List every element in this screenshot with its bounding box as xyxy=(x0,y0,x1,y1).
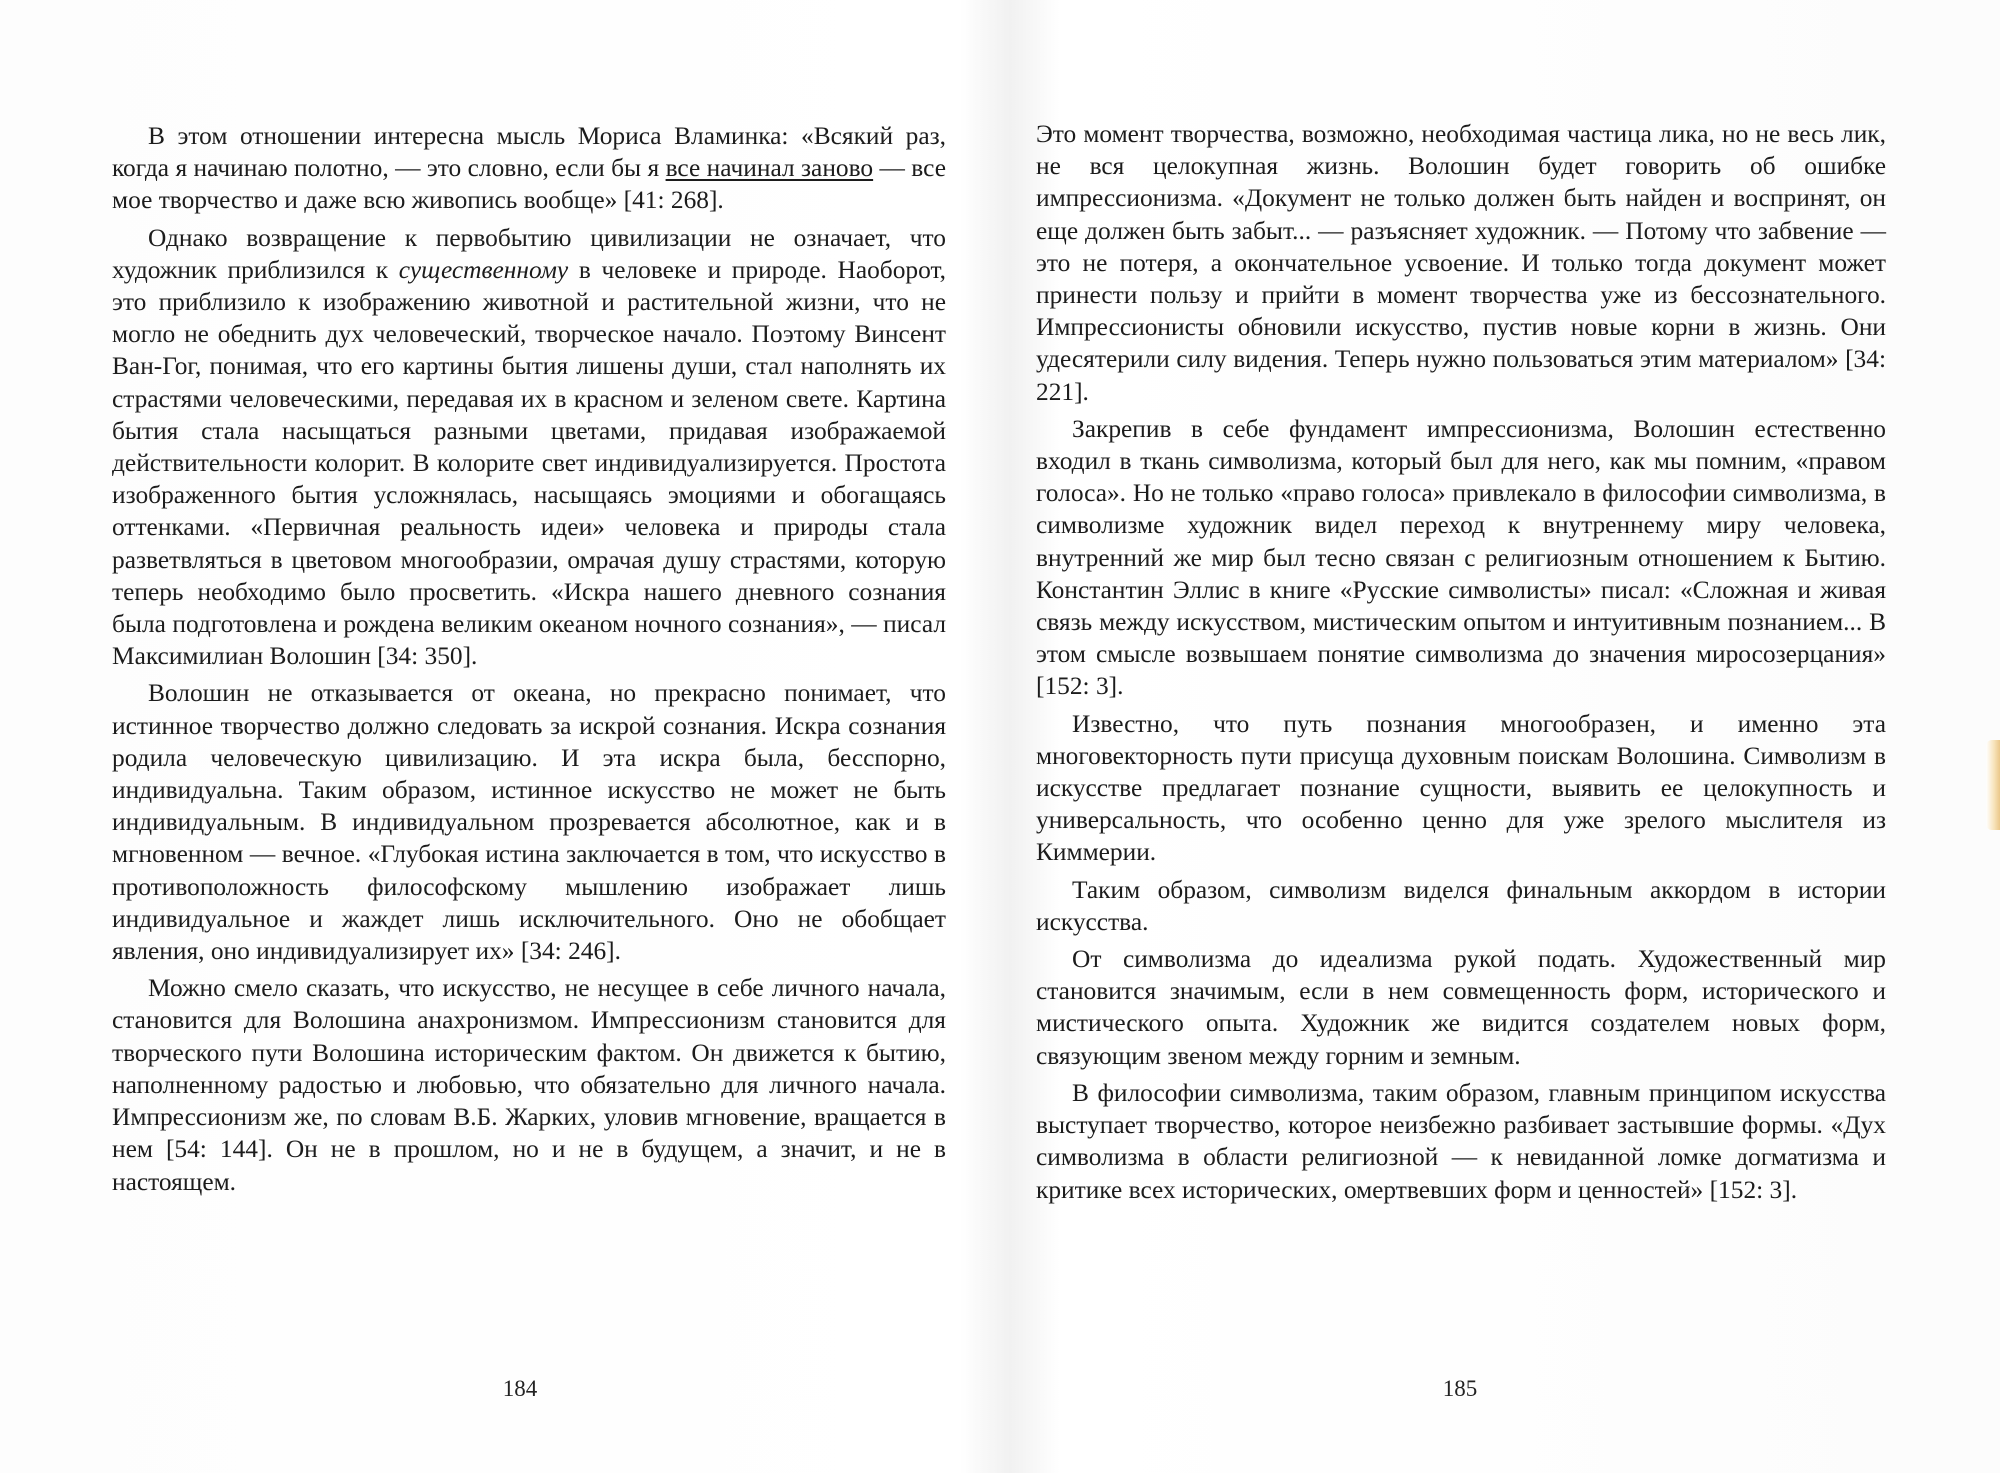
left-page-text xyxy=(112,120,946,1203)
right-paragraph-3: Известно, что путь познания многообразен, и именно эта многовекторность пути присуща духовным поискам Волошина. Символизм в искусстве предлагает познание сущности, выявить ее целокупность и универсальность, что особенно ценно для уже зрелого мыслителя из Киммерии. xyxy=(1036,709,1886,867)
right-page-number: 185 xyxy=(1442,1376,1478,1401)
page-edge-tab xyxy=(1986,740,2000,830)
underlined-phrase: все начинал заново xyxy=(665,154,874,183)
left-p1-text-a: В этом отношении интересна мысль Мориса Вламинка: «Всякий раз, когда я начинаю полотно, — это словно, если бы я xyxy=(112,122,946,183)
left-p2-text-b: в человеке и природе. Наоборот, это приблизило к изображению животной и растительной жизни, что не могло не обеднить дух человеческий, творческое начало. Поэтому Винсент Ван-Гог, понимая, что его картины бытия лишены души, стал наполнять их страстями человеческими, передавая их в красном и зеленом свете. Картина бытия стала насыщаться разными цветами, придавая изображаемой действительности колорит. В колорите свет индивидуализируется. Простота изображенного бытия усложнялась, насыщаясь эмоциями и обогащаясь оттенками. «Первичная реальность идеи» человека и природы стала разветвляться в цветовом многообразии, омрачая душу страстями, которую теперь необходимо было просветить. «Искра нашего дневного сознания была подготовлена и рождена великим океаном ночного сознания», — писал Максимилиан Волошин [34: 350]. xyxy=(112,255,947,671)
right-paragraph-1: Это момент творчества, возможно, необходимая частица лика, но не весь лик, не вся целокупная жизнь. Волошин будет говорить об ошибке импрессионизма. «Документ не только должен быть найден и воспринят, он еще должен быть забыт... — разъясняет художник. — Потому что забвение — это не потеря, а окончательное усвоение. И только тогда документ может принести пользу и прийти в момент творчества уже из бессознательного. Импрессионисты обновили искусство, пустив новые корни в жизнь. Они удесятерили силу видения. Теперь нужно пользоваться этим материалом» [34: 221]. xyxy=(1036,120,1886,406)
left-paragraph-2 xyxy=(112,222,946,673)
left-paragraph-3: Волошин не отказывается от океана, но прекрасно понимает, что истинное творчество должно следовать за искрой сознания. Искра сознания родила человеческую цивилизацию. И эта искра была, бесспорно, индивидуальна. Таким образом, истинное искусство не может не быть индивидуальным. В индивидуальном прозревается абсолютное, как и в мгновенном — вечное. «Глубокая истина заключается в том, что искусство в противоположность философскому мышлению изображает лишь индивидуальное и жаждет лишь исключительного. Оно не обобщает явления, оно индивидуализирует их» [34: 246]. xyxy=(112,679,946,966)
left-page-number: 184 xyxy=(502,1376,538,1401)
italic-word: существенному xyxy=(398,255,569,284)
left-paragraph-1 xyxy=(112,120,946,217)
right-page-text xyxy=(1036,118,1886,1211)
right-paragraph-6: В философии символизма, таким образом, главным принципом искусства выступает творчество, которое неизбежно разбивает застывшие формы. «Дух символизма в области религиозной — к невиданной ломке догматизма и критике всех исторических, омертвевших форм и ценностей» [152: 3]. xyxy=(1036,1078,1886,1204)
left-paragraph-4: Можно смело сказать, что искусство, не несущее в себе личного начала, становится для Волошина анахронизмом. Импрессионизм становится для творческого пути Волошина историческим фактом. Он движется к бытию, наполненному радостью и любовью, что обязательно для личного начала. Импрессионизм же, по словам В.Б. Жарких, уловив мгновение, вращается в нем [54: 144]. Он не в прошлом, но и не в будущем, а значит, и не в настоящем. xyxy=(112,974,946,1196)
left-p1-text-b: — все мое творчество и даже всю живопись вообще» [41: 268]. xyxy=(112,154,946,215)
right-paragraph-4: Таким образом, символизм виделся финальным аккордом в истории искусства. xyxy=(1036,875,1886,936)
right-page xyxy=(1000,0,2000,1473)
right-paragraph-5: От символизма до идеализма рукой подать. Художественный мир становится значимым, если в нем совмещенность форм, исторического и мистического опыта. Художник же видится создателем новых форм, связующим звеном между горним и земным. xyxy=(1036,945,1886,1070)
left-p2-text-a: Однако возвращение к первобытию цивилизации не означает, что художник приблизился к xyxy=(112,223,946,284)
right-paragraph-2: Закрепив в себе фундамент импрессионизма, Волошин естественно входил в ткань символизма, который был для него, как мы помним, «правом голоса». Но не только «право голоса» привлекало в философии символизма, в символизме художник видел переход к внутреннему миру человека, внутренний же мир был тесно связан с религиозным отношением к Бытию. Константин Эллис в книге «Русские символисты» писал: «Сложная и живая связь между искусством, мистическим опытом и интуитивным познанием... В этом смысле возвышаем понятие символизма до значения миросозерцания» [152: 3]. xyxy=(1036,414,1886,701)
